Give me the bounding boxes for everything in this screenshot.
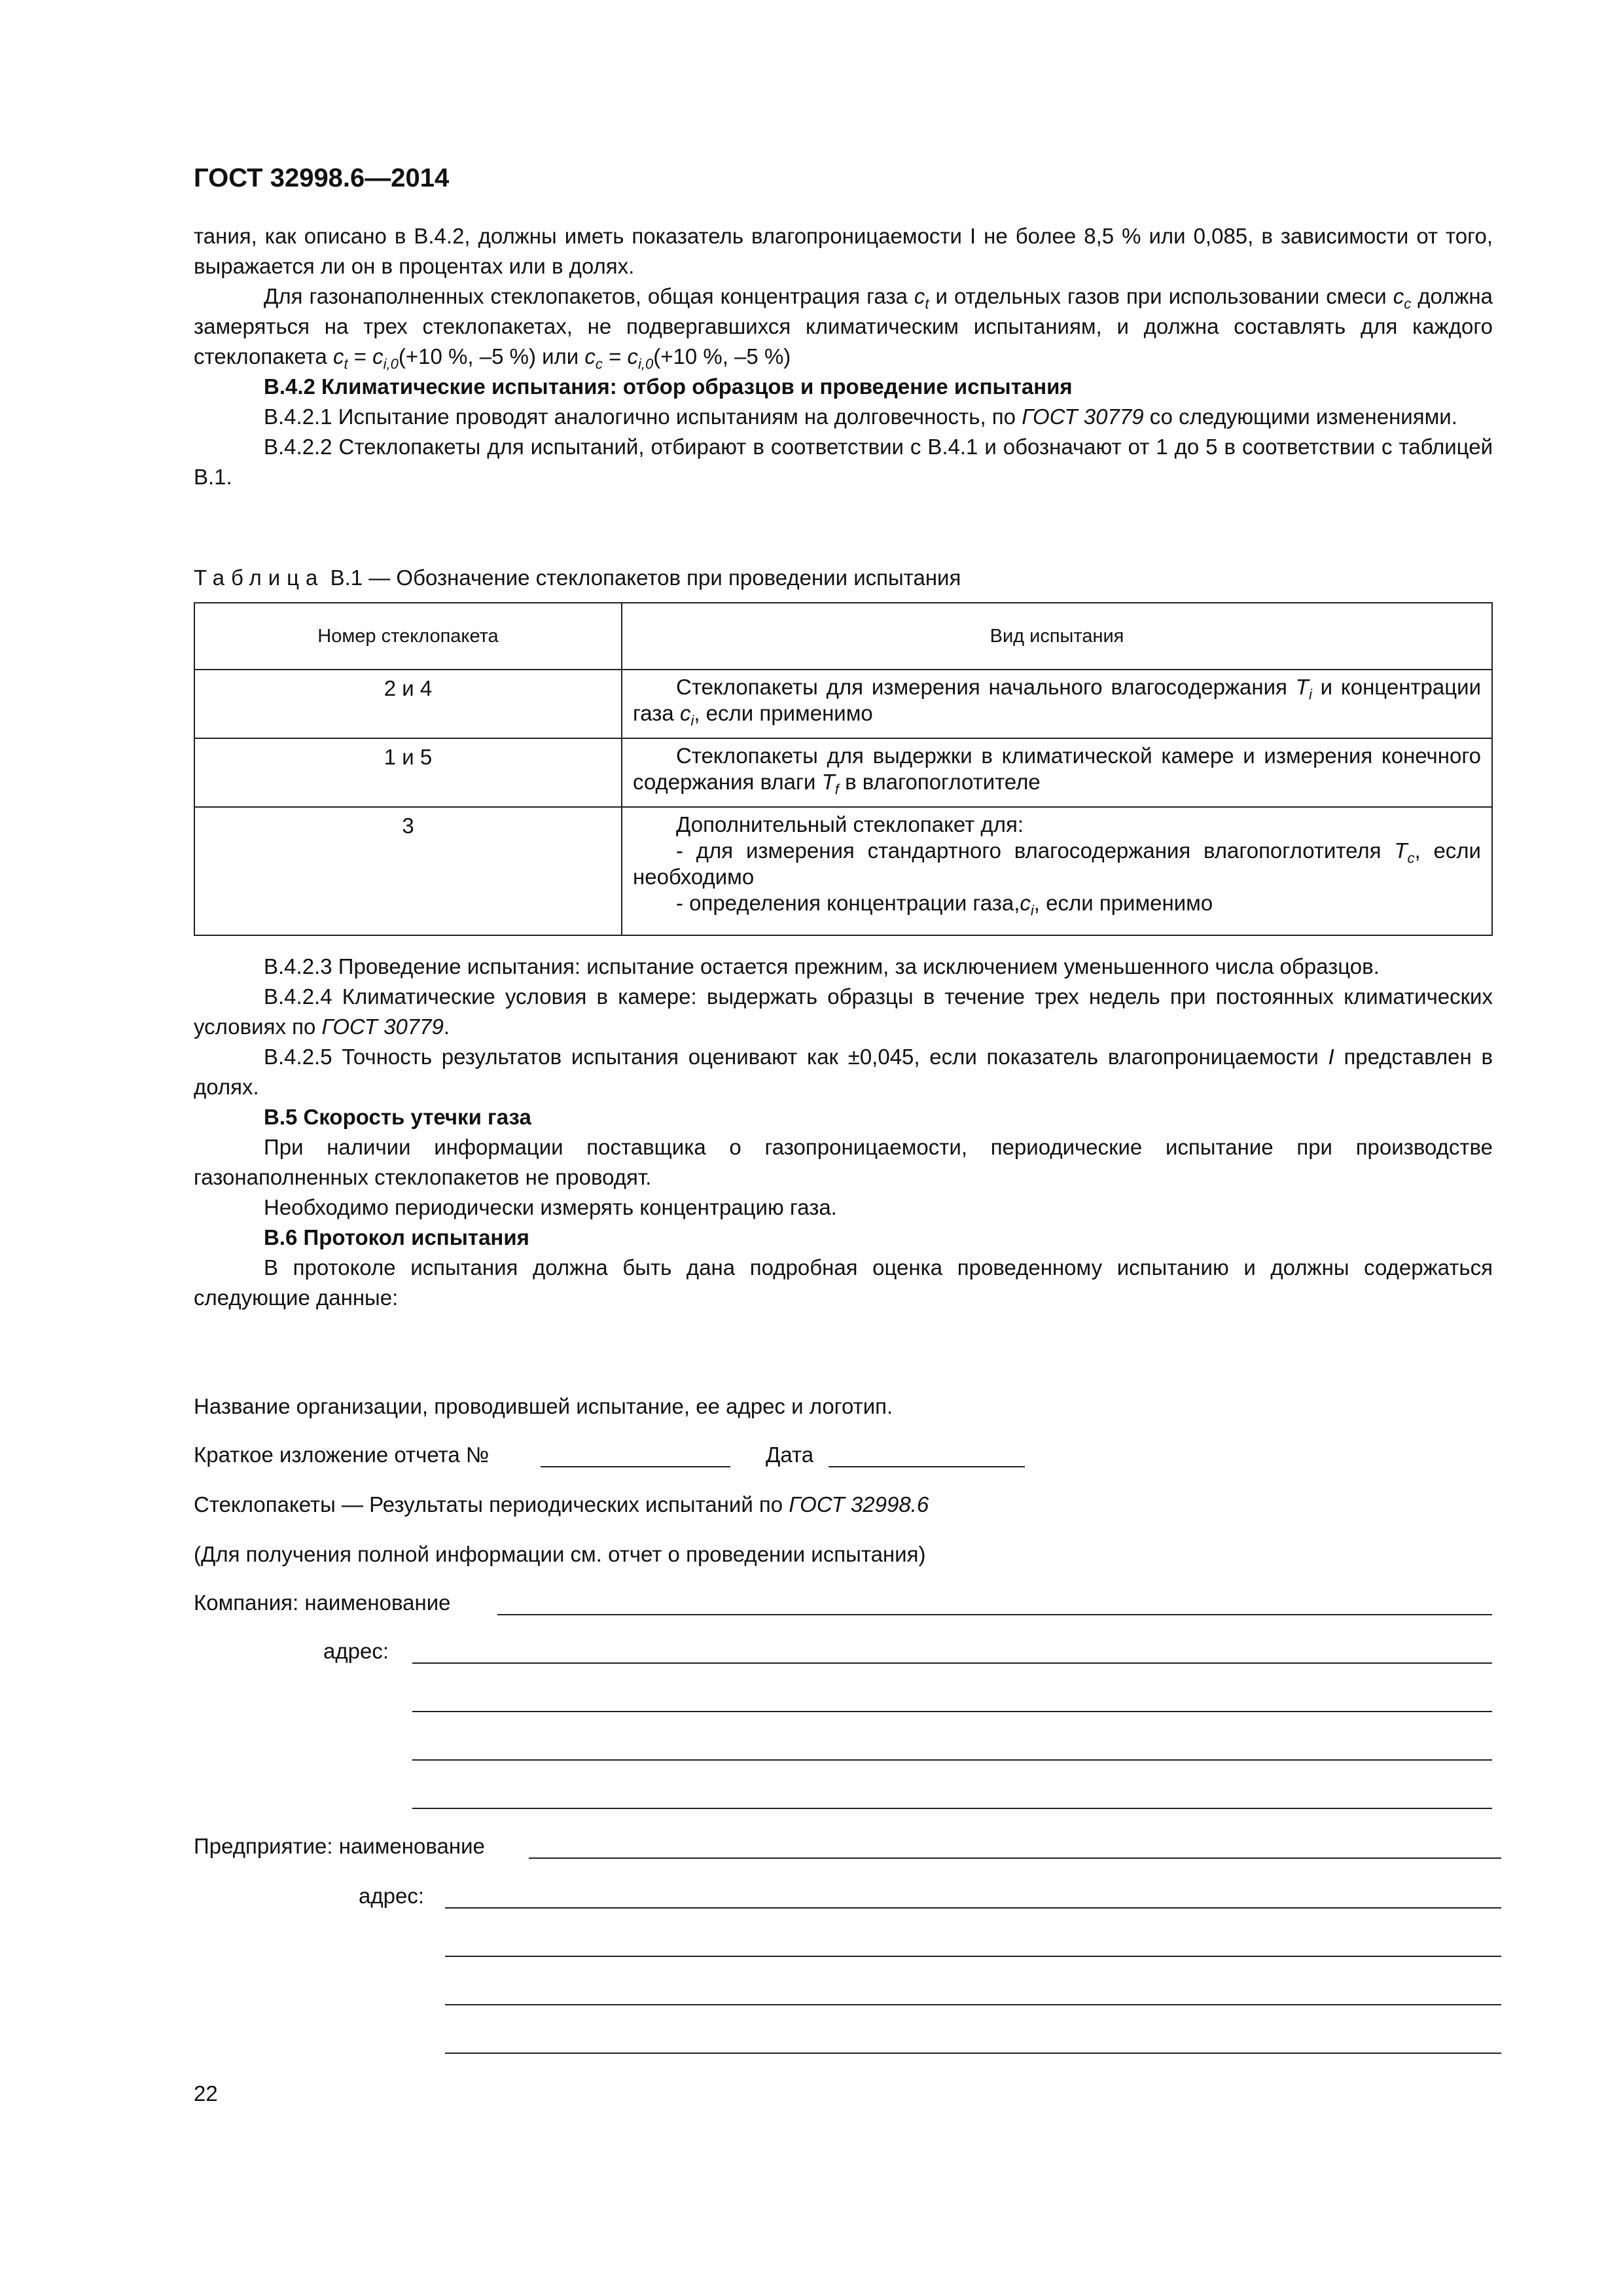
paragraph-b5-2: Необходимо периодически измерять концентрацию газа. xyxy=(264,1195,837,1219)
form-company-address-blank[interactable] xyxy=(412,1662,1492,1664)
cell-number: 3 xyxy=(194,807,622,935)
cell-number: 1 и 5 xyxy=(194,738,622,807)
column-header-test-type: Вид испытания xyxy=(622,603,1492,670)
heading-b42: В.4.2 Климатические испытания: отбор образцов и проведение испытания xyxy=(264,374,1073,399)
form-enterprise-address-blank[interactable] xyxy=(445,1907,1501,1909)
form-enterprise-address-blank[interactable] xyxy=(445,1956,1501,1957)
form-full-info-line: (Для получения полной информации см. отчет о проведении испытания) xyxy=(194,1542,926,1566)
form-results-line: Стеклопакеты — Результаты периодических испытаний по ГОСТ 32998.6 xyxy=(194,1492,929,1516)
paragraph-continuation: тания, как описано в В.4.2, должны иметь показатель влагопроницаемости I не более 8,5 % или 0,085, в зависимости от того, выражается ли он в процентах или в долях. xyxy=(194,224,1493,278)
paragraph-b5-1: При наличии информации поставщика о газопроницаемости, периодические испытание при производстве газонаполненных стеклопакетов не проводят. xyxy=(194,1135,1493,1189)
form-date-blank[interactable] xyxy=(829,1466,1025,1467)
paragraph-b422: В.4.2.2 Стеклопакеты для испытаний, отбирают в соответствии с В.4.1 и обозначают от 1 до 5 в соответствии с таблицей В.1. xyxy=(194,435,1493,489)
paragraph-b425: В.4.2.5 Точность результатов испытания оценивают как ±0,045, если показатель влагопроницаемости I представлен в долях. xyxy=(194,1045,1493,1099)
form-summary-blank[interactable] xyxy=(541,1466,730,1467)
paragraph-gas-concentration: Для газонаполненных стеклопакетов, общая концентрация газа $c_t$ и отдельных газов при использовании смеси $c_c$ должна замеряться на трех стеклопакетах, не подвергавшихся климатическим испытаниям, и должна составлять для каждого стеклопакета $c_t = c_{i,0}(+10$ %, –5 %) или $c_c = c_{i,0}(+10$ %, –5 %) xyxy=(194,284,1493,372)
form-company-name-blank[interactable] xyxy=(497,1614,1492,1615)
section-b4-text xyxy=(194,221,1493,492)
form-company-address-blank[interactable] xyxy=(412,1808,1492,1809)
section-b42-b6-text xyxy=(194,952,1493,1313)
cell-number: 2 и 4 xyxy=(194,670,622,738)
table-header-row xyxy=(194,603,1492,670)
form-organization-line: Название организации, проводившей испытание, ее адрес и логотип. xyxy=(194,1394,893,1418)
form-enterprise-address-blank[interactable] xyxy=(445,2004,1501,2005)
column-header-number: Номер стеклопакета xyxy=(194,603,622,670)
table-row xyxy=(194,807,1492,935)
table-row xyxy=(194,738,1492,807)
paragraph-b6-1: В протоколе испытания должна быть дана подробная оценка проведенному испытанию и должны содержаться следующие данные: xyxy=(194,1255,1493,1310)
form-company-address-blank[interactable] xyxy=(412,1711,1492,1712)
form-company-address-label: адрес: xyxy=(323,1639,389,1663)
paragraph-b421: В.4.2.1 Испытание проводят аналогично испытаниям на долговечность, по ГОСТ 30779 со следующими изменениями. xyxy=(264,404,1457,429)
form-enterprise-name-blank[interactable] xyxy=(529,1857,1501,1859)
page-number: 22 xyxy=(194,2081,218,2106)
table-b1 xyxy=(194,602,1493,936)
paragraph-b424: В.4.2.4 Климатические условия в камере: выдержать образцы в течение трех недель при постоянных климатических условиях по ГОСТ 30779. xyxy=(194,984,1493,1039)
heading-b5: В.5 Скорость утечки газа xyxy=(264,1105,531,1129)
paragraph-b423: В.4.2.3 Проведение испытания: испытание остается прежним, за исключением уменьшенного числа образцов. xyxy=(264,954,1380,978)
form-company-label: Компания: наименование xyxy=(194,1590,451,1615)
form-enterprise-label: Предприятие: наименование xyxy=(194,1834,485,1858)
cell-test-type: Стеклопакеты для измерения начального влагосодержания $T_i$ и концентрации газа $c_i$, если применимо xyxy=(622,670,1492,738)
form-company-address-blank[interactable] xyxy=(412,1759,1492,1761)
cell-test-type: Стеклопакеты для выдержки в климатической камере и измерения конечного содержания влаги $T_f$ в влагопоглотителе xyxy=(622,738,1492,807)
table-caption: Таблица В.1 — Обозначение стеклопакетов при проведении испытания xyxy=(194,565,961,590)
table-row xyxy=(194,670,1492,738)
form-enterprise-address-blank[interactable] xyxy=(445,2053,1501,2054)
document-header: ГОСТ 32998.6—2014 xyxy=(194,164,450,192)
form-summary-label: Краткое изложение отчета № xyxy=(194,1443,490,1467)
form-enterprise-address-label: адрес: xyxy=(359,1884,424,1908)
cell-test-type: Дополнительный стеклопакет для: - для измерения стандартного влагосодержания влагопоглотителя $T_c$, если необходимо - определения концентрации $газа,c_i$, если применимо xyxy=(622,807,1492,935)
form-date-label: Дата xyxy=(766,1443,814,1467)
heading-b6: В.6 Протокол испытания xyxy=(264,1225,529,1249)
